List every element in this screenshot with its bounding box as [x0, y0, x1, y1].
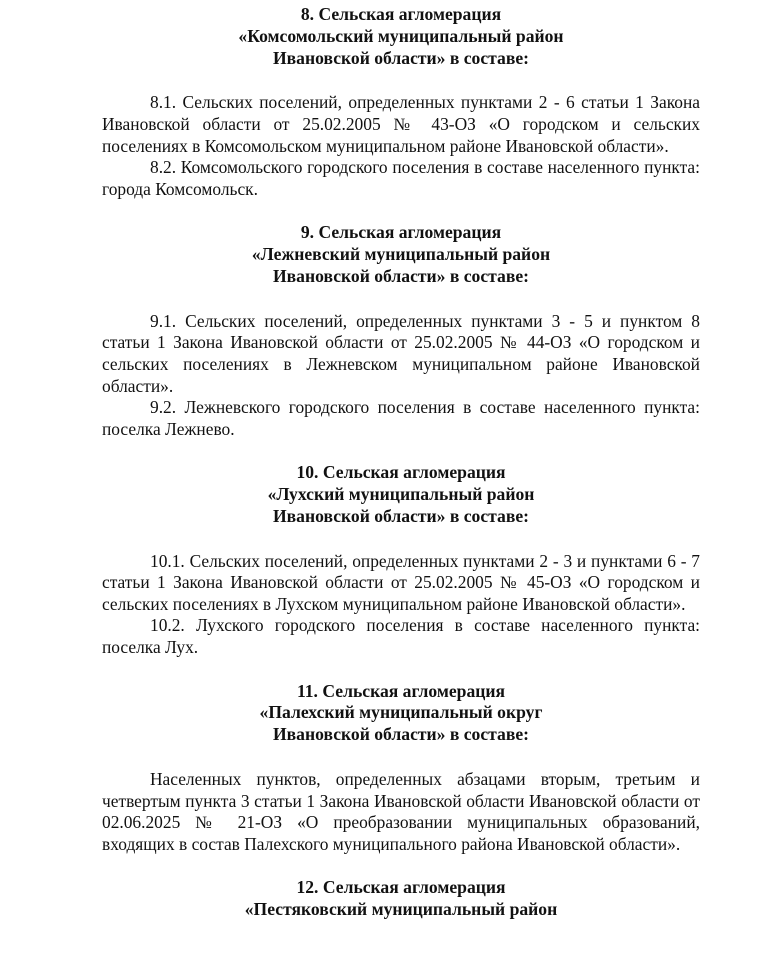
paragraph: Населенных пунктов, определенных абзацами вторым, третьим и четвертым пункта 3 статьи 1 Закона Ивановской области Ивановской области от 02.06.2025 № 21-ОЗ «О преобразовании муниципальных образований, входящих в состав Палехского муниципального района Ивановской области». — [102, 769, 700, 854]
section-heading — [102, 877, 700, 921]
section-heading — [102, 222, 700, 287]
heading-line: 9. Сельская агломерация — [300, 222, 502, 243]
paragraph: 9.1. Сельских поселений, определенных пунктами 3 - 5 и пунктом 8 статьи 1 Закона Ивановской области от 25.02.2005 № 44-ОЗ «О городском и сельских поселениях в Лежневском муниципальном районе Ивановской области». — [102, 310, 700, 396]
heading-line: «Палехский муниципальный округ — [259, 702, 543, 723]
section-heading — [102, 462, 700, 527]
heading-line: 8. Сельская агломерация — [300, 4, 502, 24]
heading-line: «Лухский муниципальный район — [267, 484, 535, 505]
heading-line: «Пестяковский муниципальный район — [244, 899, 558, 920]
heading-line: Ивановской области» в составе: — [273, 724, 529, 745]
heading-line: Ивановской области» в составе: — [273, 505, 529, 526]
heading-line: 12. Сельская агломерация — [296, 877, 506, 898]
paragraph: 10.1. Сельских поселений, определенных пунктами 2 - 3 и пунктами 6 - 7 статьи 1 Закона Ивановской области от 25.02.2005 № 45-ОЗ «О городском и сельских поселениях в Лухском муниципальном районе Ивановской области». — [102, 550, 700, 614]
section-heading — [102, 4, 700, 69]
heading-line: Ивановской области» в составе: — [273, 265, 529, 286]
document-page — [102, 4, 700, 921]
paragraph: 8.1. Сельских поселений, определенных пунктами 2 - 6 статьи 1 Закона Ивановской области от 25.02.2005 № 43-ОЗ «О городском и сельских поселениях в Комсомольском муниципальном районе Ивановской области». — [102, 92, 700, 156]
paragraph: 9.2. Лежневского городского поселения в составе населенного пункта: поселка Лежнево. — [102, 397, 700, 439]
heading-line: 11. Сельская агломерация — [296, 680, 506, 701]
section-heading — [102, 681, 700, 746]
heading-line: 10. Сельская агломерация — [296, 462, 506, 483]
heading-line: «Лежневский муниципальный район — [251, 244, 551, 265]
paragraph: 10.2. Лухского городского поселения в составе населенного пункта: поселка Лух. — [102, 615, 700, 658]
heading-line: «Комсомольский муниципальный район — [238, 25, 564, 46]
heading-line: Ивановской области» в составе: — [273, 47, 529, 68]
paragraph: 8.2. Комсомольского городского поселения в составе населенного пункта: города Комсомольск. — [102, 157, 700, 199]
